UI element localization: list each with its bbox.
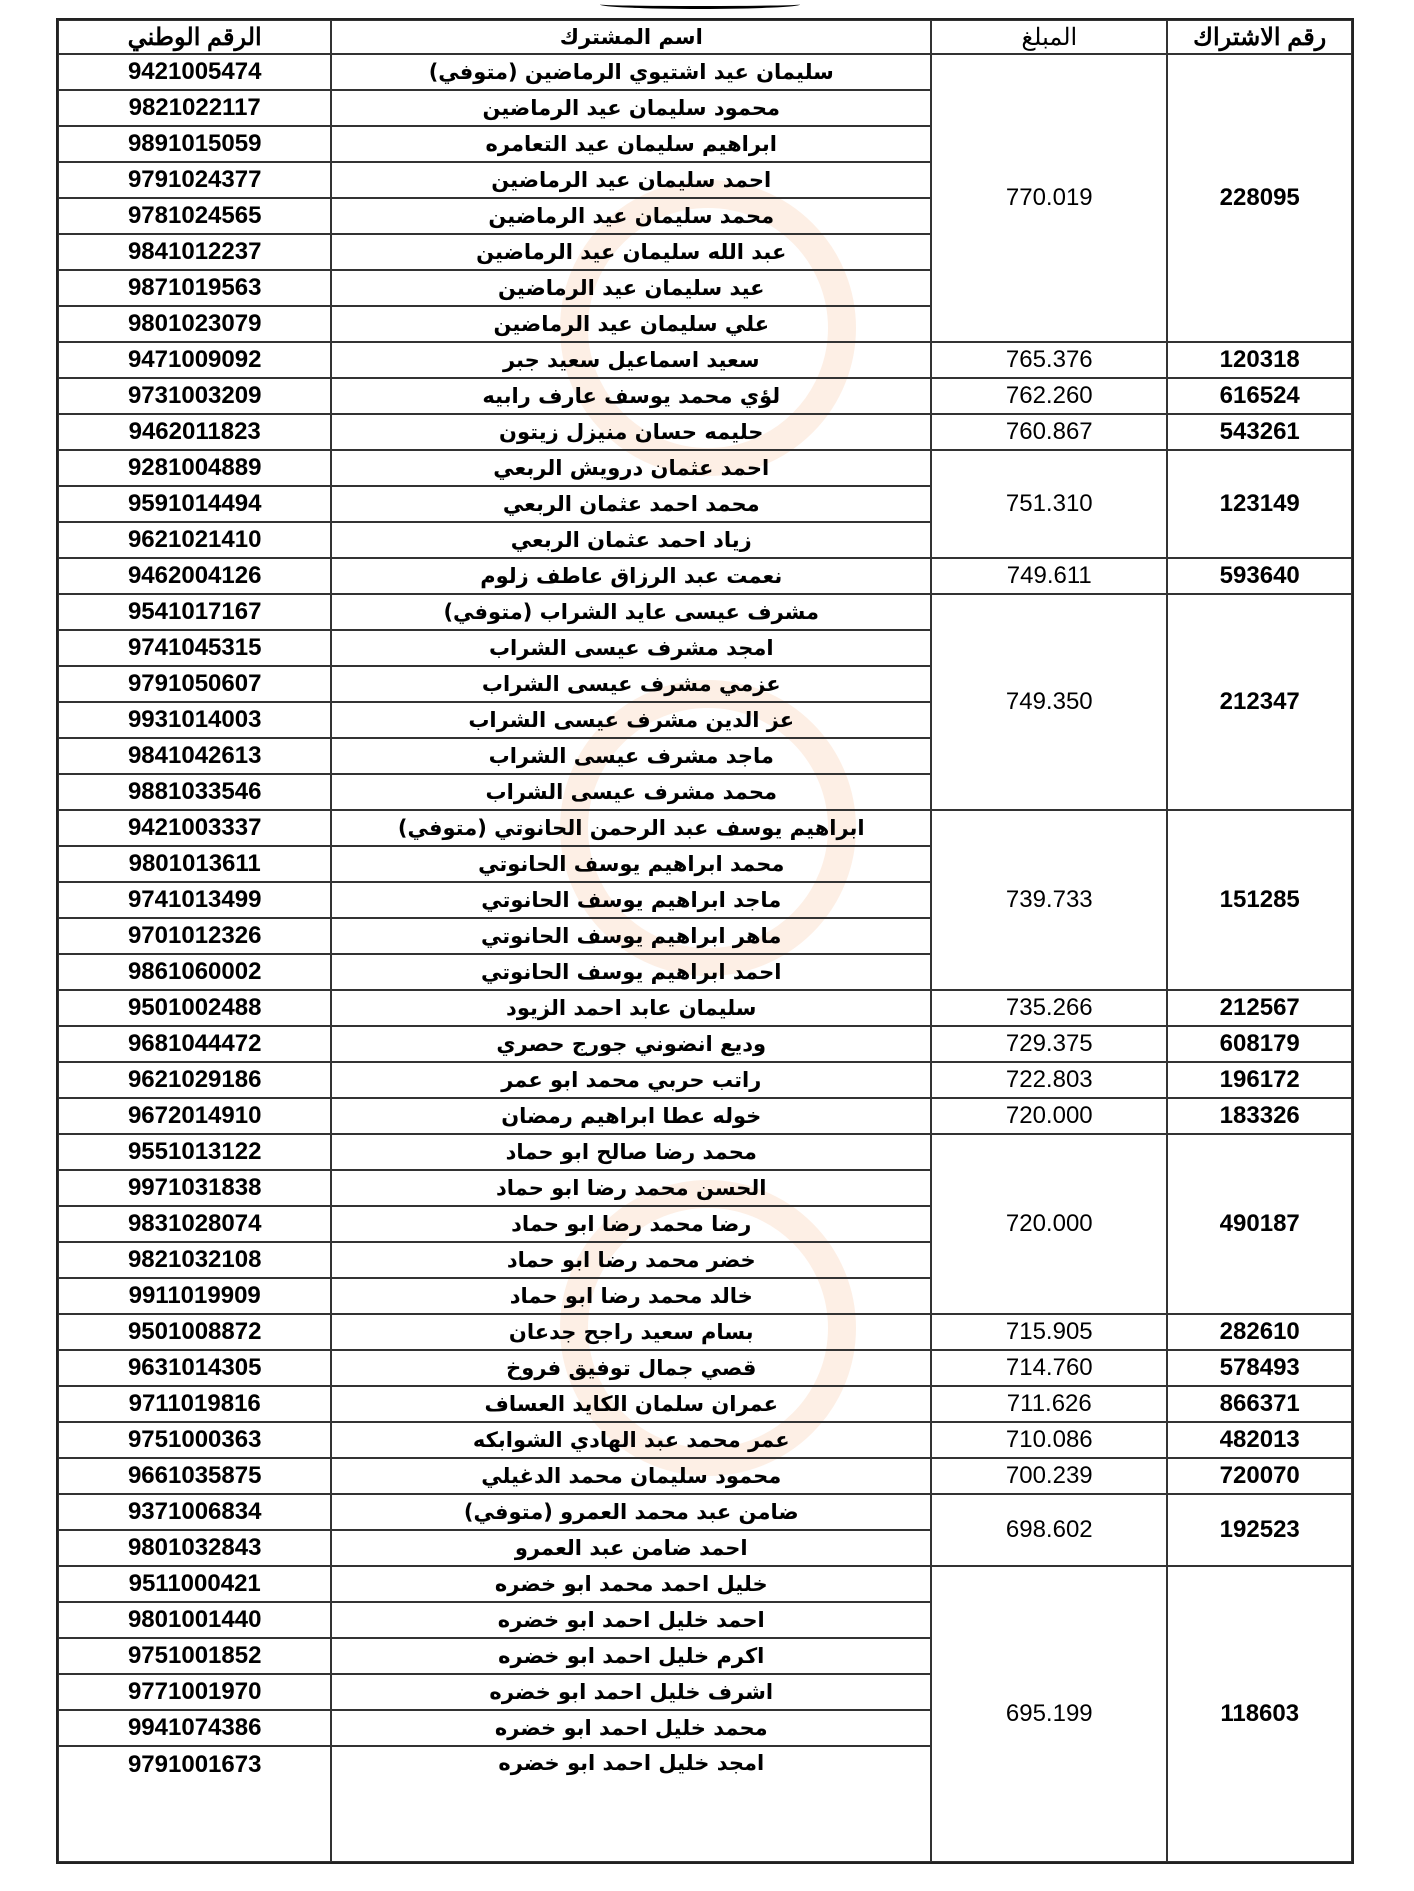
subscription-number-cell: 616524 — [1167, 378, 1352, 414]
table-row — [58, 558, 1352, 594]
subscriber-name-cell: اشرف خليل احمد ابو خضره — [331, 1674, 931, 1710]
subscriber-name-cell: احمد سليمان عيد الرماضين — [331, 162, 931, 198]
subscriber-name-cell: لؤي محمد يوسف عارف رابيه — [331, 378, 931, 414]
subscriber-name-cell: ابراهيم سليمان عيد التعامره — [331, 126, 931, 162]
national-id-cell: 9801001440 — [58, 1602, 331, 1638]
subscription-number-cell: 118603 — [1167, 1566, 1352, 1862]
subscriber-name-cell: محمد خليل احمد ابو خضره — [331, 1710, 931, 1746]
national-id-cell: 9801032843 — [58, 1530, 331, 1566]
national-id-cell: 9471009092 — [58, 342, 331, 378]
amount-cell: 711.626 — [931, 1386, 1167, 1422]
subscription-number-cell: 183326 — [1167, 1098, 1352, 1134]
subscriber-name-cell: خالد محمد رضا ابو حماد — [331, 1278, 931, 1314]
national-id-cell: 9891015059 — [58, 126, 331, 162]
national-id-cell: 9621021410 — [58, 522, 331, 558]
subscriber-name-cell: عزمي مشرف عيسى الشراب — [331, 666, 931, 702]
national-id-cell: 9791001673 — [58, 1746, 331, 1862]
national-id-cell: 9501002488 — [58, 990, 331, 1026]
amount-cell: 760.867 — [931, 414, 1167, 450]
national-id-cell: 9511000421 — [58, 1566, 331, 1602]
header-amount: المبلغ — [931, 20, 1167, 54]
national-id-cell: 9681044472 — [58, 1026, 331, 1062]
subscriber-name-cell: محمد احمد عثمان الربعي — [331, 486, 931, 522]
table-row — [58, 1566, 1352, 1602]
subscriber-name-cell: محمد سليمان عيد الرماضين — [331, 198, 931, 234]
subscription-number-cell: 593640 — [1167, 558, 1352, 594]
national-id-cell: 9971031838 — [58, 1170, 331, 1206]
amount-cell: 710.086 — [931, 1422, 1167, 1458]
amount-cell: 700.239 — [931, 1458, 1167, 1494]
subscription-number-cell: 578493 — [1167, 1350, 1352, 1386]
subscriber-name-cell: عز الدين مشرف عيسى الشراب — [331, 702, 931, 738]
subscriber-name-cell: عيد سليمان عيد الرماضين — [331, 270, 931, 306]
national-id-cell: 9751000363 — [58, 1422, 331, 1458]
subscriber-name-cell: ماجد ابراهيم يوسف الحانوتي — [331, 882, 931, 918]
national-id-cell: 9421003337 — [58, 810, 331, 846]
amount-cell: 720.000 — [931, 1134, 1167, 1314]
table-row — [58, 1422, 1352, 1458]
national-id-cell: 9801023079 — [58, 306, 331, 342]
subscriber-name-cell: عبد الله سليمان عيد الرماضين — [331, 234, 931, 270]
subscription-number-cell: 490187 — [1167, 1134, 1352, 1314]
national-id-cell: 9771001970 — [58, 1674, 331, 1710]
subscription-number-cell: 212567 — [1167, 990, 1352, 1026]
amount-cell: 714.760 — [931, 1350, 1167, 1386]
subscriber-name-cell: بسام سعيد راجح جدعان — [331, 1314, 931, 1350]
header-national-id: الرقم الوطني — [58, 20, 331, 54]
national-id-cell: 9881033546 — [58, 774, 331, 810]
subscriber-name-cell: محمود سليمان عيد الرماضين — [331, 90, 931, 126]
national-id-cell: 9711019816 — [58, 1386, 331, 1422]
subscription-number-cell: 123149 — [1167, 450, 1352, 558]
subscriber-name-cell: احمد ابراهيم يوسف الحانوتي — [331, 954, 931, 990]
national-id-cell: 9871019563 — [58, 270, 331, 306]
subscriber-name-cell: زياد احمد عثمان الربعي — [331, 522, 931, 558]
national-id-cell: 9621029186 — [58, 1062, 331, 1098]
national-id-cell: 9672014910 — [58, 1098, 331, 1134]
national-id-cell: 9591014494 — [58, 486, 331, 522]
subscriber-name-cell: احمد ضامن عبد العمرو — [331, 1530, 931, 1566]
national-id-cell: 9941074386 — [58, 1710, 331, 1746]
national-id-cell: 9462011823 — [58, 414, 331, 450]
national-id-cell: 9541017167 — [58, 594, 331, 630]
subscriber-name-cell: خضر محمد رضا ابو حماد — [331, 1242, 931, 1278]
national-id-cell: 9462004126 — [58, 558, 331, 594]
national-id-cell: 9791050607 — [58, 666, 331, 702]
subscription-number-cell: 192523 — [1167, 1494, 1352, 1566]
national-id-cell: 9501008872 — [58, 1314, 331, 1350]
table-row — [58, 414, 1352, 450]
subscriber-name-cell: احمد عثمان درويش الربعي — [331, 450, 931, 486]
national-id-cell: 9781024565 — [58, 198, 331, 234]
national-id-cell: 9631014305 — [58, 1350, 331, 1386]
subscriber-name-cell: خوله عطا ابراهيم رمضان — [331, 1098, 931, 1134]
national-id-cell: 9801013611 — [58, 846, 331, 882]
national-id-cell: 9701012326 — [58, 918, 331, 954]
amount-cell: 770.019 — [931, 54, 1167, 342]
amount-cell: 715.905 — [931, 1314, 1167, 1350]
subscriber-name-cell: اكرم خليل احمد ابو خضره — [331, 1638, 931, 1674]
table-row — [58, 1494, 1352, 1530]
table-row — [58, 594, 1352, 630]
subscription-number-cell: 720070 — [1167, 1458, 1352, 1494]
subscriber-name-cell: سليمان عيد اشتيوي الرماضين (متوفي) — [331, 54, 931, 90]
national-id-cell: 9841042613 — [58, 738, 331, 774]
subscriber-name-cell: عمر محمد عبد الهادي الشوابكه — [331, 1422, 931, 1458]
table-header-row — [58, 20, 1352, 54]
amount-cell: 749.350 — [931, 594, 1167, 810]
national-id-cell: 9421005474 — [58, 54, 331, 90]
amount-cell: 739.733 — [931, 810, 1167, 990]
subscriber-name-cell: احمد خليل احمد ابو خضره — [331, 1602, 931, 1638]
subscriber-name-cell: محمد ابراهيم يوسف الحانوتي — [331, 846, 931, 882]
table-row — [58, 1350, 1352, 1386]
subscriber-name-cell: خليل احمد محمد ابو خضره — [331, 1566, 931, 1602]
subscription-number-cell: 212347 — [1167, 594, 1352, 810]
top-decoration — [600, 0, 800, 9]
subscription-number-cell: 120318 — [1167, 342, 1352, 378]
national-id-cell: 9791024377 — [58, 162, 331, 198]
table-row — [58, 1062, 1352, 1098]
national-id-cell: 9931014003 — [58, 702, 331, 738]
national-id-cell: 9741045315 — [58, 630, 331, 666]
subscription-number-cell: 196172 — [1167, 1062, 1352, 1098]
national-id-cell: 9821032108 — [58, 1242, 331, 1278]
national-id-cell: 9841012237 — [58, 234, 331, 270]
subscriber-name-cell: علي سليمان عيد الرماضين — [331, 306, 931, 342]
subscriber-name-cell: سعيد اسماعيل سعيد جبر — [331, 342, 931, 378]
subscriber-name-cell: وديع انضوني جورج حصري — [331, 1026, 931, 1062]
amount-cell: 722.803 — [931, 1062, 1167, 1098]
subscriber-name-cell: امجد خليل احمد ابو خضره — [331, 1746, 931, 1862]
header-name: اسم المشترك — [331, 20, 931, 54]
subscription-number-cell: 482013 — [1167, 1422, 1352, 1458]
subscriber-name-cell: محمد رضا صالح ابو حماد — [331, 1134, 931, 1170]
amount-cell: 749.611 — [931, 558, 1167, 594]
table-row — [58, 342, 1352, 378]
subscription-number-cell: 608179 — [1167, 1026, 1352, 1062]
table-row — [58, 1026, 1352, 1062]
national-id-cell: 9751001852 — [58, 1638, 331, 1674]
amount-cell: 765.376 — [931, 342, 1167, 378]
amount-cell: 695.199 — [931, 1566, 1167, 1862]
national-id-cell: 9551013122 — [58, 1134, 331, 1170]
subscriber-name-cell: حليمه حسان منيزل زيتون — [331, 414, 931, 450]
subscriber-name-cell: مشرف عيسى عايد الشراب (متوفي) — [331, 594, 931, 630]
subscriber-name-cell: امجد مشرف عيسى الشراب — [331, 630, 931, 666]
national-id-cell: 9281004889 — [58, 450, 331, 486]
national-id-cell: 9831028074 — [58, 1206, 331, 1242]
national-id-cell: 9371006834 — [58, 1494, 331, 1530]
amount-cell: 735.266 — [931, 990, 1167, 1026]
national-id-cell: 9861060002 — [58, 954, 331, 990]
subscriber-name-cell: سليمان عابد احمد الزيود — [331, 990, 931, 1026]
subscriber-name-cell: رضا محمد رضا ابو حماد — [331, 1206, 931, 1242]
table-row — [58, 378, 1352, 414]
subscription-number-cell: 151285 — [1167, 810, 1352, 990]
subscribers-table — [56, 18, 1354, 1864]
amount-cell: 751.310 — [931, 450, 1167, 558]
subscriber-name-cell: محمود سليمان محمد الدغيلي — [331, 1458, 931, 1494]
table-body — [58, 54, 1352, 1862]
table-row — [58, 1314, 1352, 1350]
subscriber-name-cell: راتب حربي محمد ابو عمر — [331, 1062, 931, 1098]
subscriber-name-cell: عمران سلمان الكايد العساف — [331, 1386, 931, 1422]
national-id-cell: 9911019909 — [58, 1278, 331, 1314]
header-subscription: رقم الاشتراك — [1167, 20, 1352, 54]
amount-cell: 720.000 — [931, 1098, 1167, 1134]
subscriber-name-cell: الحسن محمد رضا ابو حماد — [331, 1170, 931, 1206]
table-row — [58, 1386, 1352, 1422]
table-row — [58, 990, 1352, 1026]
table-row — [58, 1098, 1352, 1134]
table-row — [58, 54, 1352, 90]
national-id-cell: 9731003209 — [58, 378, 331, 414]
amount-cell: 729.375 — [931, 1026, 1167, 1062]
subscription-number-cell: 282610 — [1167, 1314, 1352, 1350]
national-id-cell: 9821022117 — [58, 90, 331, 126]
table-row — [58, 450, 1352, 486]
amount-cell: 698.602 — [931, 1494, 1167, 1566]
table-row — [58, 1458, 1352, 1494]
subscriber-name-cell: ضامن عبد محمد العمرو (متوفي) — [331, 1494, 931, 1530]
subscription-number-cell: 228095 — [1167, 54, 1352, 342]
table-row — [58, 810, 1352, 846]
table-row — [58, 1134, 1352, 1170]
national-id-cell: 9661035875 — [58, 1458, 331, 1494]
subscription-number-cell: 866371 — [1167, 1386, 1352, 1422]
subscriber-name-cell: نعمت عبد الرزاق عاطف زلوم — [331, 558, 931, 594]
subscriber-name-cell: ماجد مشرف عيسى الشراب — [331, 738, 931, 774]
subscriber-name-cell: محمد مشرف عيسى الشراب — [331, 774, 931, 810]
subscriber-name-cell: قصي جمال توفيق فروخ — [331, 1350, 931, 1386]
national-id-cell: 9741013499 — [58, 882, 331, 918]
amount-cell: 762.260 — [931, 378, 1167, 414]
subscription-number-cell: 543261 — [1167, 414, 1352, 450]
subscriber-name-cell: ابراهيم يوسف عبد الرحمن الحانوتي (متوفي) — [331, 810, 931, 846]
subscriber-name-cell: ماهر ابراهيم يوسف الحانوتي — [331, 918, 931, 954]
